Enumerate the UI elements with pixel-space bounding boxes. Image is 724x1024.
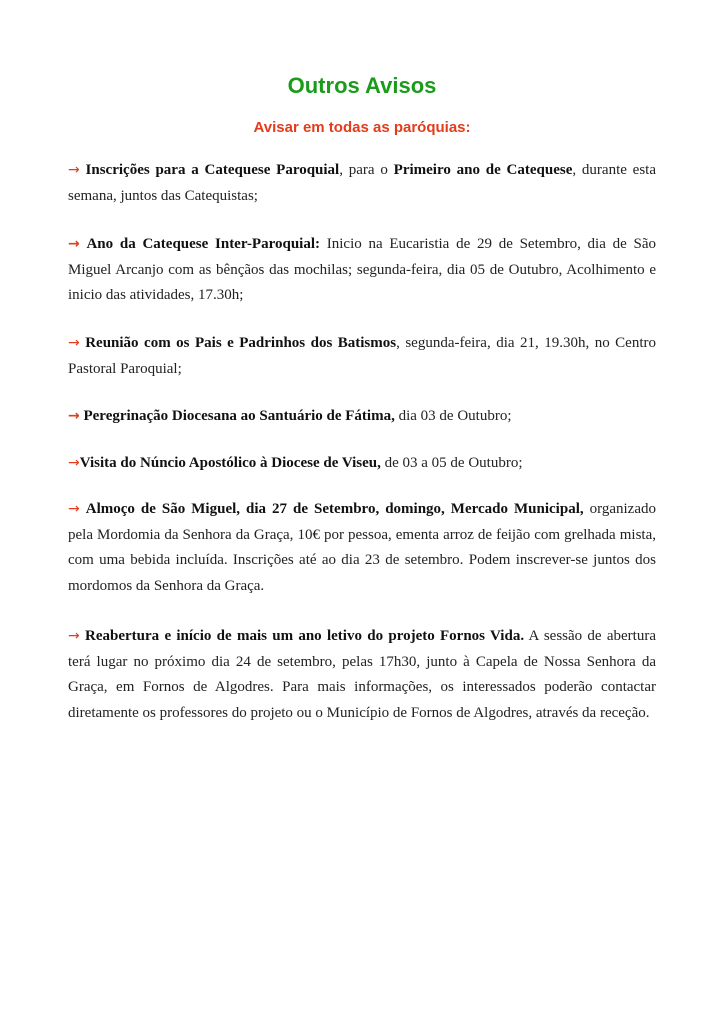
notice-text: , para o xyxy=(339,162,394,178)
notice-peregrinacao-fatima xyxy=(68,404,656,430)
notice-emphasis: Primeiro ano de Catequese xyxy=(393,162,573,178)
notice-heading: Reabertura e início de mais um ano letivo do projeto Fornos Vida. xyxy=(85,628,525,644)
notice-reuniao-batismos xyxy=(68,331,656,382)
notice-text: de 03 a 05 de Outubro; xyxy=(380,455,523,471)
arrow-icon: → xyxy=(68,162,80,178)
notice-text: , durante esta semana, juntos das Catequistas; xyxy=(68,162,656,204)
arrow-icon: → xyxy=(68,455,80,471)
notice-text: , segunda-feira, dia 21, 19.30h, no Centro Pastoral Paroquial; xyxy=(68,335,657,377)
notice-almoco-sao-miguel xyxy=(68,497,656,599)
arrow-icon: → xyxy=(68,236,80,252)
notice-text: organizado pela Mordomia da Senhora da Graça, 10€ por pessoa, ementa arroz de feijão com grelhada mista, com uma bebida incluída. Inscrições até ao dia 23 de setembro. Podem inscrever-se juntos dos mordomos da Senhora da Graça. xyxy=(68,501,656,594)
notice-heading: Peregrinação Diocesana ao Santuário de Fátima, xyxy=(83,408,395,424)
notice-heading: Almoço de São Miguel, dia 27 de Setembro, domingo, Mercado Municipal, xyxy=(85,501,584,517)
page-subtitle: Avisar em todas as paróquias: xyxy=(253,119,471,136)
notice-ano-catequese xyxy=(68,232,656,309)
notice-fornos-vida xyxy=(68,624,656,726)
page-title: Outros Avisos xyxy=(287,73,437,98)
notice-text: dia 03 de Outubro; xyxy=(394,408,512,424)
notice-heading: Ano da Catequese Inter-Paroquial: xyxy=(86,236,321,252)
notice-visita-nuncio xyxy=(68,451,656,477)
notice-heading: Visita do Núncio Apostólico à Diocese de Viseu, xyxy=(79,455,381,471)
notice-heading: Reunião com os Pais e Padrinhos dos Batismos xyxy=(85,335,397,351)
arrow-icon: → xyxy=(68,628,80,644)
notice-heading: Inscrições para a Catequese Paroquial xyxy=(85,162,340,178)
notice-text: A sessão de abertura terá lugar no próximo dia 24 de setembro, pelas 17h30, junto à Capela de Nossa Senhora da Graça, em Fornos de Algodres. Para mais informações, os interessados poderão contactar diretamente os professores do projeto ou o Município de Fornos de Algodres, através da receção. xyxy=(68,628,656,721)
arrow-icon: → xyxy=(68,501,80,517)
notice-text: Inicio na Eucaristia de 29 de Setembro, dia de São Miguel Arcanjo com as bênçãos das mochilas; segunda-feira, dia 05 de Outubro, Acolhimento e inicio das atividades, 17.30h; xyxy=(68,236,657,303)
notice-catequese-inscricoes xyxy=(68,158,656,209)
arrow-icon: → xyxy=(68,408,80,424)
arrow-icon: → xyxy=(68,335,80,351)
